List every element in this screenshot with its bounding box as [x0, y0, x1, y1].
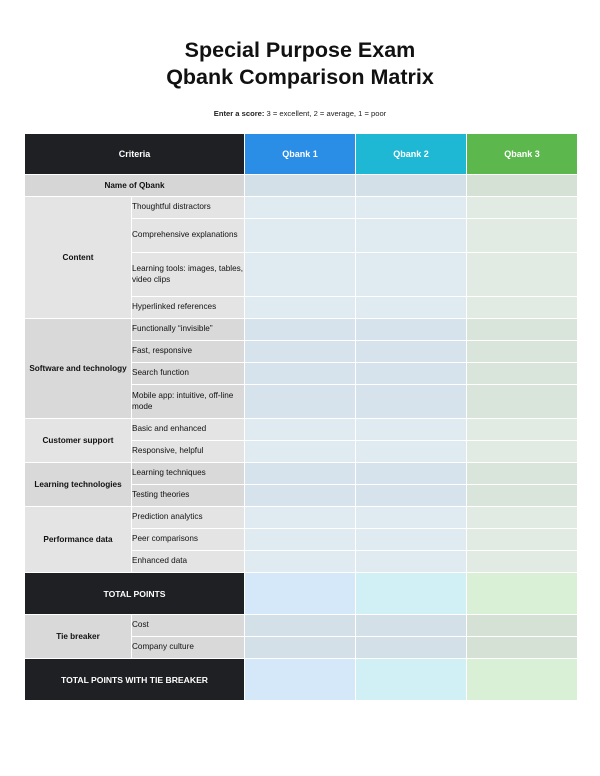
qbank-3-score-cell[interactable] — [467, 219, 578, 253]
table-row — [25, 615, 578, 637]
qbank-2-score-cell[interactable] — [356, 529, 467, 551]
qbank-2-header: Qbank 2 — [356, 134, 467, 175]
qbank-3-score-cell[interactable] — [467, 197, 578, 219]
qbank-2-score-cell[interactable] — [356, 319, 467, 341]
qbank-1-total-cell[interactable] — [245, 573, 356, 615]
qbank-3-name-cell[interactable] — [467, 175, 578, 197]
qbank-3-score-cell[interactable] — [467, 637, 578, 659]
score-hint — [0, 109, 600, 118]
qbank-1-score-cell[interactable] — [245, 297, 356, 319]
qbank-3-score-cell[interactable] — [467, 363, 578, 385]
qbank-1-score-cell[interactable] — [245, 197, 356, 219]
qbank-3-score-cell[interactable] — [467, 615, 578, 637]
group-tie-breaker-label: Tie breaker — [25, 615, 132, 659]
qbank-3-header: Qbank 3 — [467, 134, 578, 175]
criterion-label: Cost — [132, 615, 245, 637]
qbank-1-score-cell[interactable] — [245, 441, 356, 463]
total-points-row — [25, 573, 578, 615]
page-title — [0, 37, 600, 91]
qbank-3-score-cell[interactable] — [467, 385, 578, 419]
qbank-2-score-cell[interactable] — [356, 219, 467, 253]
qbank-1-score-cell[interactable] — [245, 341, 356, 363]
qbank-2-score-cell[interactable] — [356, 637, 467, 659]
group-performance-data-label: Performance data — [25, 507, 132, 573]
qbank-3-score-cell[interactable] — [467, 551, 578, 573]
qbank-3-score-cell[interactable] — [467, 419, 578, 441]
qbank-1-header: Qbank 1 — [245, 134, 356, 175]
criterion-label: Responsive, helpful — [132, 441, 245, 463]
table-row — [25, 419, 578, 441]
qbank-3-total-cell[interactable] — [467, 573, 578, 615]
group-software-label: Software and technology — [25, 319, 132, 419]
qbank-1-name-cell[interactable] — [245, 175, 356, 197]
qbank-3-score-cell[interactable] — [467, 319, 578, 341]
qbank-3-score-cell[interactable] — [467, 253, 578, 297]
qbank-1-score-cell[interactable] — [245, 319, 356, 341]
qbank-3-score-cell[interactable] — [467, 485, 578, 507]
qbank-1-score-cell[interactable] — [245, 615, 356, 637]
criteria-header: Criteria — [25, 134, 245, 175]
criterion-label: Search function — [132, 363, 245, 385]
title-line-2: Qbank Comparison Matrix — [166, 65, 434, 89]
group-learning-technologies-label: Learning technologies — [25, 463, 132, 507]
criterion-label: Basic and enhanced — [132, 419, 245, 441]
total-with-tie-breaker-row — [25, 659, 578, 701]
qbank-2-final-total-cell[interactable] — [356, 659, 467, 701]
qbank-3-score-cell[interactable] — [467, 341, 578, 363]
table-row — [25, 197, 578, 219]
name-of-qbank-label: Name of Qbank — [25, 175, 245, 197]
qbank-3-score-cell[interactable] — [467, 463, 578, 485]
qbank-3-score-cell[interactable] — [467, 529, 578, 551]
score-hint-text: 3 = excellent, 2 = average, 1 = poor — [264, 109, 387, 118]
table-row — [25, 507, 578, 529]
qbank-2-score-cell[interactable] — [356, 385, 467, 419]
criterion-label: Mobile app: intuitive, off-line mode — [132, 385, 245, 419]
criterion-label: Peer comparisons — [132, 529, 245, 551]
group-content-label: Content — [25, 197, 132, 319]
group-customer-support-label: Customer support — [25, 419, 132, 463]
criterion-label: Learning tools: images, tables, video clips — [132, 253, 245, 297]
score-hint-label: Enter a score: — [213, 109, 265, 118]
qbank-2-score-cell[interactable] — [356, 551, 467, 573]
qbank-1-final-total-cell[interactable] — [245, 659, 356, 701]
qbank-3-score-cell[interactable] — [467, 507, 578, 529]
title-line-1: Special Purpose Exam — [184, 38, 416, 62]
criterion-label: Enhanced data — [132, 551, 245, 573]
criterion-label: Company culture — [132, 637, 245, 659]
qbank-1-score-cell[interactable] — [245, 637, 356, 659]
criterion-label: Comprehensive explanations — [132, 219, 245, 253]
table-row — [25, 463, 578, 485]
criterion-label: Prediction analytics — [132, 507, 245, 529]
total-points-label: TOTAL POINTS — [25, 573, 245, 615]
criterion-label: Testing theories — [132, 485, 245, 507]
criterion-label: Fast, responsive — [132, 341, 245, 363]
qbank-2-score-cell[interactable] — [356, 419, 467, 441]
qbank-1-score-cell[interactable] — [245, 253, 356, 297]
qbank-2-score-cell[interactable] — [356, 615, 467, 637]
total-with-tie-breaker-label: TOTAL POINTS WITH TIE BREAKER — [25, 659, 245, 701]
qbank-2-score-cell[interactable] — [356, 253, 467, 297]
qbank-1-score-cell[interactable] — [245, 419, 356, 441]
qbank-2-score-cell[interactable] — [356, 341, 467, 363]
criterion-label: Learning techniques — [132, 463, 245, 485]
qbank-3-final-total-cell[interactable] — [467, 659, 578, 701]
qbank-1-score-cell[interactable] — [245, 463, 356, 485]
criterion-label: Thoughtful distractors — [132, 197, 245, 219]
qbank-2-score-cell[interactable] — [356, 485, 467, 507]
criterion-label: Functionally “invisible” — [132, 319, 245, 341]
qbank-1-score-cell[interactable] — [245, 219, 356, 253]
criterion-label: Hyperlinked references — [132, 297, 245, 319]
qbank-3-score-cell[interactable] — [467, 297, 578, 319]
header-row — [25, 134, 578, 175]
qbank-2-score-cell[interactable] — [356, 441, 467, 463]
qbank-3-score-cell[interactable] — [467, 441, 578, 463]
qbank-1-score-cell[interactable] — [245, 385, 356, 419]
qbank-1-score-cell[interactable] — [245, 363, 356, 385]
comparison-matrix — [24, 133, 578, 701]
qbank-2-score-cell[interactable] — [356, 297, 467, 319]
qbank-1-score-cell[interactable] — [245, 485, 356, 507]
qbank-2-name-cell[interactable] — [356, 175, 467, 197]
qbank-2-score-cell[interactable] — [356, 363, 467, 385]
qbank-2-score-cell[interactable] — [356, 463, 467, 485]
qbank-2-score-cell[interactable] — [356, 507, 467, 529]
qbank-2-score-cell[interactable] — [356, 197, 467, 219]
name-of-qbank-row — [25, 175, 578, 197]
table-row — [25, 319, 578, 341]
qbank-1-score-cell[interactable] — [245, 507, 356, 529]
qbank-2-total-cell[interactable] — [356, 573, 467, 615]
qbank-1-score-cell[interactable] — [245, 551, 356, 573]
qbank-1-score-cell[interactable] — [245, 529, 356, 551]
